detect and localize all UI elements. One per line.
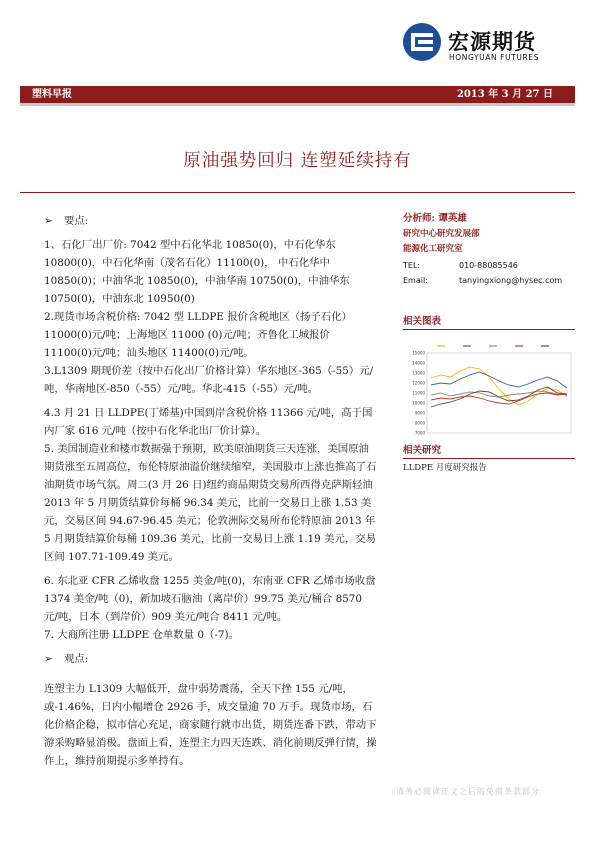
related-charts-heading: 相关图表 bbox=[403, 311, 575, 330]
y-tick-label: 14000 bbox=[412, 360, 425, 366]
related-research-heading: 相关研究 bbox=[403, 440, 575, 459]
main-content bbox=[44, 206, 379, 770]
email-line: Email: tanyingxiong@hysec.com bbox=[403, 276, 563, 285]
title-divider bbox=[20, 192, 575, 193]
header-band-shadow bbox=[20, 103, 575, 106]
phone-number: 010-88085546 bbox=[459, 260, 518, 270]
related-report-link[interactable]: LLDPE 月度研究报告 bbox=[403, 463, 487, 473]
price-chart bbox=[403, 339, 575, 439]
report-date: 2013 年 3 月 27 日 bbox=[456, 89, 553, 100]
point-2: 2.现货市场含税价格: 7042 型 LLDPE 报价含税地区（扬子石化）11000(0)元/吨；上海地区 11000 (0)元/吨；齐鲁化工城报价 11100(0)元/吨；汕头地区 11400(0)元/吨。 bbox=[44, 311, 352, 359]
point-7: 7. 大商所注册 LLDPE 仓单数量 0（-7)。 bbox=[44, 629, 239, 641]
point-3: 3.L1309 期现价差（按中石化出厂价格计算）华东地区-365（-55）元/吨，华南地区-850（-55）元/吨。华北-415（-55）元/吨。 bbox=[44, 365, 374, 395]
phone-line: TEL: 010-88085546 bbox=[403, 260, 518, 270]
view-paragraph: 连塑主力 L1309 大幅低开，盘中弱势震荡，全天下挫 155 元/吨，或-1.46%，日内小幅增仓 2926 手，成交量逾 70 万手。现货市场，石化价格企稳，拟市信心充足，商家随行就市出货，期货连番下跌，带动下游采购略显消极。盘面上看，连塑主力四天连跌、消化前期反弹行情，操作上，维持前期提示多单持有。 bbox=[44, 683, 377, 767]
series-line bbox=[431, 391, 567, 397]
report-type: 塑料早报 bbox=[32, 89, 72, 100]
y-tick-label: 12000 bbox=[412, 380, 425, 386]
department: 研究中心研究发展部 bbox=[403, 228, 480, 239]
hongyuan-logo-icon bbox=[402, 22, 442, 62]
y-tick-label: 15000 bbox=[412, 350, 425, 356]
logo-english-name: HONGYUAN FUTURES bbox=[449, 53, 539, 62]
price-line-chart bbox=[403, 339, 575, 439]
series-line bbox=[431, 393, 567, 404]
y-tick-label: 8000 bbox=[414, 420, 425, 426]
point-4: 4.3 月 21 日 LLDPE(丁烯基)中国到岸含税价格 11366 元/吨，高于国内厂家 616 元/吨（按中石化华北出厂价计算）。 bbox=[44, 407, 373, 437]
analyst-name: 分析师: 谭英雄 bbox=[403, 213, 467, 224]
analyst-info bbox=[403, 211, 578, 289]
point-5: 5. 美国制造业和楼市数据强于预期，欧美原油期货三天连涨，美国原油期货涨至五周高位，布伦特原油溢价继续缩窄，美国股市上涨也推高了石油期货市场气氛。周二(3 月 26 日)纽约商品期货交易所西得克萨斯轻油 2013 年 5 月期货结算价每桶 96.34 美元，比前一交易日上涨 1.53 美元，交易区间 94.67-96.45 美元；伦敦洲际交易所布伦特原油 2013 年 5 月期货结算价每桶 109.36 美元，比前一交易日上涨 1.19 美元，交易区间 107.71-109.49 美元。 bbox=[44, 443, 377, 563]
logo-chinese-name: 宏源期货 bbox=[448, 30, 536, 54]
series-line bbox=[431, 367, 567, 405]
arrow-bullet-icon: ➢ bbox=[44, 653, 53, 665]
series-line bbox=[431, 372, 567, 388]
y-tick-label: 7000 bbox=[414, 430, 425, 436]
report-title: 原油强势回归 连塑延续持有 bbox=[183, 151, 412, 171]
point-1: 1、石化厂出厂价: 7042 型中石化华北 10850(0)，中石化华东 10800(0)，中石化华南（茂名石化）11100(0)， 中石化华中 10850(0)；中油华北 10850(0)，中油华南 10750(0)，中油华东 10750(0)，中油东北 10950(0) bbox=[44, 239, 350, 305]
section-heading-view: ➢ 观点: bbox=[44, 650, 379, 668]
disclaimer-footer: 请务必阅读正文之后的免责条款部分 bbox=[396, 787, 540, 796]
brand-logo bbox=[402, 22, 587, 72]
email-address[interactable]: tanyingxiong@hysec.com bbox=[459, 276, 563, 285]
arrow-bullet-icon: ➢ bbox=[44, 215, 53, 227]
y-tick-label: 10000 bbox=[412, 400, 425, 406]
y-tick-label: 11000 bbox=[412, 390, 425, 396]
y-tick-label: 13000 bbox=[412, 370, 425, 376]
research-lab: 能源化工研究室 bbox=[403, 244, 463, 254]
y-tick-label: 9000 bbox=[414, 410, 425, 416]
point-6: 6. 东北亚 CFR 乙烯收盘 1255 美金/吨(0)，东南亚 CFR 乙烯市场收盘 1374 美金/吨（0)，新加坡石脑油（离岸价）99.75 美元/桶合 8570 元/吨，日本（到岸价）909 美元/吨合 8411 元/吨。 bbox=[44, 575, 376, 623]
section-heading-points: ➢ 要点: bbox=[44, 212, 379, 230]
series-line bbox=[431, 387, 567, 407]
